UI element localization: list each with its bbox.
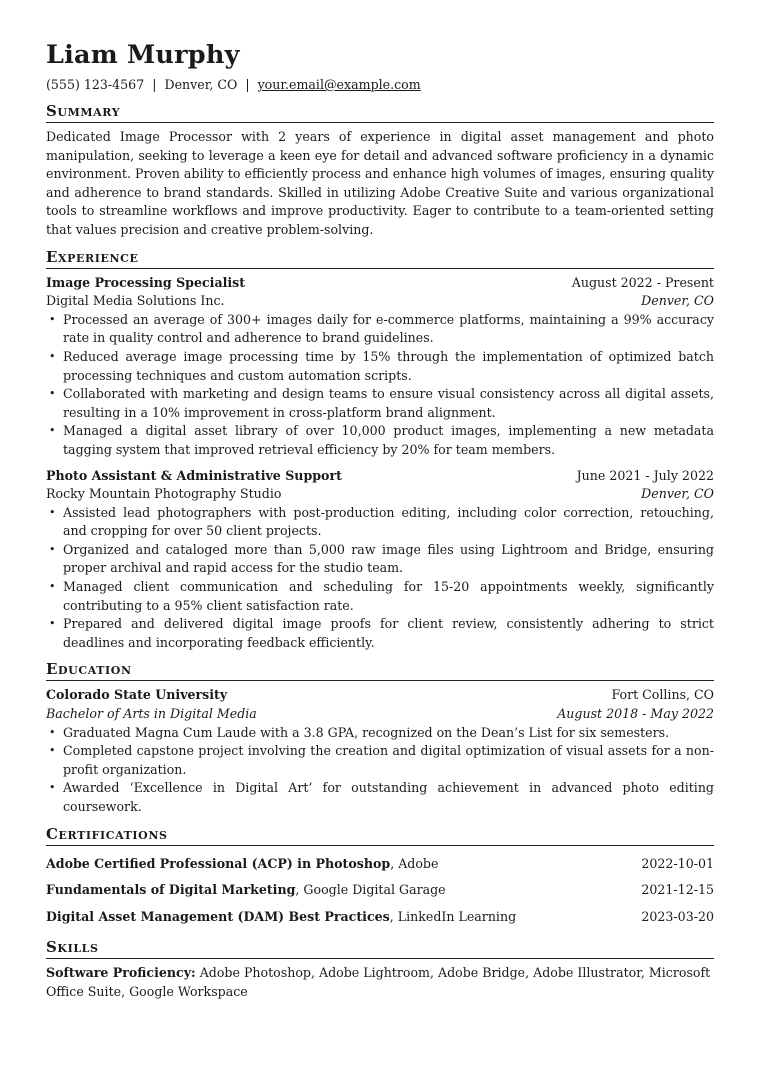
job-entry: [46, 274, 714, 460]
summary-section: [46, 102, 714, 240]
job-title-row: [46, 274, 714, 293]
bullet-item: [49, 724, 714, 743]
bullet-item: [49, 422, 714, 459]
bullet-text: Prepared and delivered digital image proofs for client review, consistently adhering to strict deadlines and incorporating feedback efficiently.: [63, 616, 714, 650]
bullet-icon: •: [49, 542, 56, 556]
certification-name: Adobe Certified Professional (ACP) in Photoshop: [46, 855, 391, 871]
certification-row: [46, 904, 714, 931]
bullet-icon: •: [49, 580, 56, 594]
job-company-row: [46, 292, 714, 311]
job-entry: [46, 467, 714, 653]
job-bullets: [46, 311, 714, 460]
bullet-icon: •: [49, 387, 56, 401]
certification-issuer: , Adobe: [390, 855, 439, 871]
bullet-text: Processed an average of 300+ images daily for e-commerce platforms, maintaining a 99% accuracy rate in quality control and adherence to brand guidelines.: [63, 311, 714, 346]
bullet-text: Reduced average image processing time by 15% through the implementation of optimized batch processing techniques and custom automation scripts.: [63, 348, 714, 383]
summary-text: Dedicated Image Processor with 2 years of experience in digital asset management and photo manipulation, seeking to leverage a keen eye for detail and advanced software proficiency in a dynamic environment. Proven ability to efficiently process and enhance high volumes of images, ensuring quality and adherence to brand standards. Skilled in utilizing Adobe Creative Suite and various organizational tools to streamline workflows and improve productivity. Eager to contribute to a team-oriented setting that values precision and creative problem-solving.: [46, 129, 714, 237]
bullet-item: [49, 504, 714, 541]
bullet-text: Organized and cataloged more than 5,000 raw image files using Lightroom and Bridge, ensuring proper archival and rapid access for the studio team.: [63, 541, 714, 576]
contact-line: [46, 76, 714, 94]
certification-date: 2023-03-20: [641, 908, 714, 924]
job-title-row: [46, 467, 714, 486]
bullet-text: Collaborated with marketing and design teams to ensure visual consistency across all digital assets, resulting in a 10% improvement in cross-platform brand alignment.: [63, 386, 714, 420]
school-location: Fort Collins, CO: [611, 687, 714, 703]
job-role: Photo Assistant & Administrative Support: [46, 467, 342, 483]
job-company: Rocky Mountain Photography Studio: [46, 486, 282, 502]
skills-text: [46, 964, 714, 1001]
degree-row: [46, 705, 714, 724]
bullet-text: Assisted lead photographers with post-production editing, including color correction, retouching, and cropping for over 50 client projects.: [63, 504, 714, 539]
job-company: Digital Media Solutions Inc.: [46, 293, 225, 309]
section-heading-skills: Skills: [46, 938, 714, 959]
contact-separator: |: [152, 77, 157, 92]
school-row: [46, 686, 714, 705]
job-company-row: [46, 485, 714, 504]
skills-list: Adobe Photoshop, Adobe Lightroom, Adobe Bridge, Adobe Illustrator, Microsoft Office Suite, Google Workspace: [46, 965, 711, 999]
certification-entry: [46, 904, 516, 931]
bullet-item: [49, 779, 714, 816]
bullet-icon: •: [49, 617, 56, 631]
experience-section: [46, 248, 714, 653]
phone-number: (555) 123-4567: [46, 77, 145, 92]
school-name: Colorado State University: [46, 687, 228, 703]
certification-date: 2022-10-01: [641, 855, 714, 871]
education-section: [46, 660, 714, 816]
bullet-item: [49, 348, 714, 385]
job-role: Image Processing Specialist: [46, 274, 246, 290]
email-link[interactable]: your.email@example.com: [257, 77, 421, 92]
bullet-icon: •: [49, 744, 56, 758]
bullet-item: [49, 578, 714, 615]
contact-separator: |: [245, 77, 250, 92]
bullet-text: Managed client communication and scheduling for 15-20 appointments weekly, significantly contributing to a 95% client satisfaction rate.: [63, 579, 714, 613]
bullet-item: [49, 615, 714, 652]
bullet-text: Managed a digital asset library of over 10,000 product images, implementing a new metadata tagging system that improved retrieval efficiency by 20% for team members.: [63, 423, 714, 457]
certification-date: 2021-12-15: [641, 882, 714, 898]
bullet-item: [49, 311, 714, 348]
resume-header: [46, 40, 714, 94]
degree-name: Bachelor of Arts in Digital Media: [46, 706, 257, 722]
section-heading-summary: Summary: [46, 102, 714, 123]
skills-label: Software Proficiency:: [46, 965, 196, 981]
certification-entry: [46, 851, 438, 878]
skills-section: [46, 938, 714, 1001]
bullet-icon: •: [49, 725, 56, 739]
certification-row: [46, 877, 714, 904]
certification-entry: [46, 877, 446, 904]
certification-issuer: , LinkedIn Learning: [389, 908, 517, 924]
section-heading-experience: Experience: [46, 248, 714, 269]
bullet-item: [49, 385, 714, 422]
education-dates: August 2018 - May 2022: [557, 706, 714, 722]
section-heading-certifications: Certifications: [46, 825, 714, 846]
bullet-icon: •: [49, 312, 56, 326]
bullet-item: [49, 541, 714, 578]
job-dates: August 2022 - Present: [571, 274, 714, 290]
job-bullets: [46, 504, 714, 653]
bullet-icon: •: [49, 505, 56, 519]
job-location: Denver, CO: [641, 486, 714, 502]
job-location: Denver, CO: [641, 293, 714, 309]
education-bullets: [46, 724, 714, 817]
bullet-icon: •: [49, 349, 56, 363]
bullet-text: Completed capstone project involving the creation and digital optimization of visual assets for a non-profit organization.: [63, 743, 714, 777]
location-text: Denver, CO: [164, 77, 238, 92]
bullet-text: Awarded ‘Excellence in Digital Art’ for outstanding achievement in advanced photo editing coursework.: [63, 780, 714, 814]
bullet-text: Graduated Magna Cum Laude with a 3.8 GPA, recognized on the Dean’s List for six semesters.: [63, 724, 670, 740]
certification-name: Digital Asset Management (DAM) Best Practices: [46, 908, 390, 924]
job-dates: June 2021 - July 2022: [576, 467, 714, 483]
certification-row: [46, 851, 714, 878]
bullet-item: [49, 742, 714, 779]
bullet-icon: •: [49, 424, 56, 438]
bullet-icon: •: [49, 781, 56, 795]
candidate-name: Liam Murphy: [46, 40, 240, 70]
section-heading-education: Education: [46, 660, 714, 681]
certification-issuer: , Google Digital Garage: [295, 882, 446, 898]
certification-name: Fundamentals of Digital Marketing: [46, 882, 296, 898]
certifications-section: [46, 825, 714, 931]
